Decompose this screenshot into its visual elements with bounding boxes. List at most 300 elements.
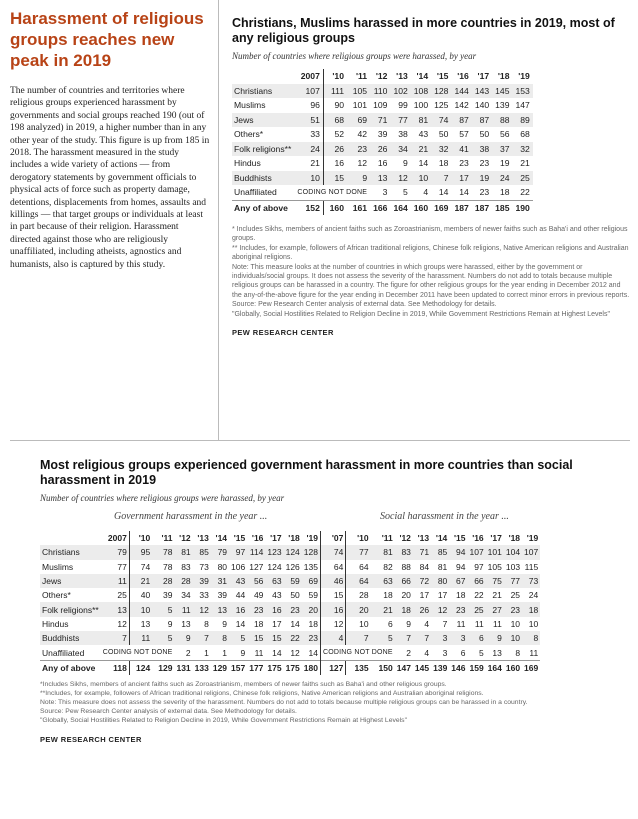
table2-soc-cell: 16	[320, 602, 345, 616]
table1-cell: 125	[434, 100, 449, 111]
table1-cell: 68	[323, 113, 347, 128]
table1-cell: 7	[431, 171, 451, 186]
table2-soc-cell: 66	[467, 574, 485, 588]
table2-gov-cell: 133	[193, 660, 211, 675]
table1-cell: 107	[294, 84, 323, 99]
table1-cell: 38	[398, 129, 408, 140]
table1-col-header: 2007	[300, 71, 320, 82]
table1-row-label: Folk religions**	[232, 142, 294, 157]
horizontal-divider	[10, 440, 630, 441]
table2-gov-cell: 56	[247, 574, 265, 588]
table2-soc-cell: 3	[442, 647, 448, 658]
table2-gov-cell: 13	[101, 602, 130, 616]
table2-soc-cell: 147	[395, 660, 413, 675]
table2-row-label: Jews	[40, 574, 101, 588]
table1-row	[232, 84, 533, 99]
table1-row-label: Hindus	[234, 158, 261, 169]
table2-panel	[40, 458, 630, 744]
table2-gov-cell: 23	[302, 631, 321, 645]
table2-soc-cell: 20	[346, 602, 371, 616]
table2-source-logo: PEW RESEARCH CENTER	[40, 734, 142, 744]
table1-cell: 57	[459, 129, 469, 140]
vertical-divider	[218, 0, 219, 440]
table1-cell: 90	[323, 98, 347, 113]
table1-cell: 21	[310, 158, 320, 169]
table1-cell: 152	[294, 200, 323, 215]
table2-gov-cell: 11	[101, 574, 130, 588]
table1-cell: 12	[357, 158, 368, 169]
table1-notes	[232, 225, 632, 319]
table1-row	[232, 200, 533, 215]
table2-row	[40, 617, 540, 631]
table2-soc-cell: 127	[320, 660, 345, 675]
table2-soc-cell: 7	[442, 618, 448, 629]
table1-cell: 3	[382, 187, 388, 198]
table2-soc-col-header: '17	[490, 533, 502, 544]
table2-gov-cell: 175	[284, 660, 302, 675]
table1-note-line: Note: This measure looks at the number of countries in which groups were harassed, either by the government or individuals/social groups. It does not assess the severity of the harassment. Numbers do not add to totals because multiple religious groups can be harassed in a country. The figure for other religious groups for the year ending in December 2012 and the any-of-the-above figure for the year ending in December 2011 have been updated to correct minor errors in previous reports.	[232, 263, 630, 299]
table1-col-header: '16	[457, 71, 469, 82]
table2-gov-cell: 5	[152, 631, 174, 645]
table2-gov-cell: 73	[199, 561, 209, 572]
table2-soc-cell: 8	[522, 631, 540, 645]
table2-notes	[40, 681, 630, 726]
table2-row-label: Others*	[42, 590, 71, 601]
table1-col-header: '14	[416, 71, 429, 82]
table1-cell: 24	[492, 171, 512, 186]
table2-soc-cell: 6	[467, 631, 485, 645]
table2-soc-cell: 9	[406, 618, 411, 629]
table2-row-label: Christians	[40, 545, 101, 559]
table2-gov-cell: 1	[204, 647, 209, 658]
table2-gov-cell: 59	[284, 574, 302, 588]
table1-row	[232, 185, 533, 200]
table2-soc-cell: 3	[431, 631, 449, 645]
table2-gov-cell: 14	[235, 618, 246, 629]
table2-gov-col-header: '11	[161, 533, 173, 544]
table2-soc-cell: 107	[522, 545, 540, 559]
table1-cell: 18	[499, 187, 510, 198]
table2-row-label: Any of above	[40, 660, 101, 675]
table2-gov-cell: 80	[217, 561, 228, 572]
table1-cell: 71	[370, 113, 390, 128]
table2-row	[40, 574, 540, 588]
table2-soc-cell: 18	[383, 590, 393, 601]
table2-soc-cell: 9	[486, 631, 504, 645]
table2-soc-cell: 101	[486, 545, 504, 559]
table1-cell: 37	[492, 142, 512, 157]
table2-soc-cell: 103	[505, 561, 521, 572]
table1-row	[232, 127, 533, 142]
table1-header-row	[232, 69, 533, 84]
table1-row	[232, 98, 533, 113]
table2-soc-cell: 8	[515, 647, 521, 658]
table2-soc-cell: 64	[346, 560, 371, 574]
table2-row-label: Buddhists	[40, 631, 101, 645]
table1-cell: 19	[472, 171, 492, 186]
table2-soc-cell: 15	[320, 588, 345, 602]
table2-gov-cell: 81	[174, 545, 192, 559]
table2-gov-cell: 22	[284, 631, 302, 645]
table2-soc-col-header: '19	[526, 533, 539, 544]
table2-soc-cell: 17	[419, 590, 430, 601]
table2-gov-cell: 9	[167, 618, 173, 629]
table1-cell: 169	[431, 200, 451, 215]
table2-gov-cell: 14	[308, 647, 318, 658]
table1-cell: 23	[459, 158, 469, 169]
table2-soc-col-header: '12	[399, 533, 411, 544]
table2-gov-cell: 43	[229, 574, 247, 588]
table2-gov-col-header: '10	[129, 531, 152, 545]
table2-soc-cell: 6	[388, 618, 393, 629]
table2-soc-cell: 72	[413, 574, 431, 588]
table1	[232, 69, 533, 215]
table2-soc-cell: 84	[419, 561, 430, 572]
table1-cell: 111	[323, 84, 347, 99]
table1-cell: 16	[377, 158, 388, 169]
table2-soc-cell: 6	[460, 647, 466, 658]
table1-cell: 109	[373, 100, 388, 111]
table1-cell: 26	[323, 142, 347, 157]
table1-cell: 147	[515, 100, 530, 111]
table1-cell: 56	[499, 129, 510, 140]
table2-gov-cell: 135	[303, 561, 318, 572]
table2-gov-cell: 12	[290, 647, 300, 658]
table2-soc-cell: 4	[424, 618, 430, 629]
table1-cell: 14	[438, 187, 449, 198]
table2-soc-cell: 7	[413, 631, 431, 645]
table2-soc-cell: 145	[413, 660, 431, 675]
table1-cell: 87	[472, 113, 492, 128]
table2-gov-cell: 78	[152, 545, 174, 559]
table2-gov-cell: 18	[253, 618, 264, 629]
table2-subtitle: Number of countries where religious groups were harassed, by year	[40, 493, 285, 503]
table1-cell: 52	[323, 127, 347, 142]
table2-soc-col-header: '15	[454, 533, 466, 544]
table2-gov-cell: 20	[302, 602, 321, 616]
table2-gov-cell: 131	[174, 660, 192, 675]
table2-gov-cell: 13	[211, 602, 229, 616]
table2	[40, 531, 540, 675]
table2-soc-cell: 12	[320, 617, 345, 631]
table2-soc-col-header: '18	[508, 533, 521, 544]
table1-cell: 38	[472, 142, 492, 157]
table1-cell: 32	[513, 142, 533, 157]
table2-soc-cell: 23	[504, 602, 522, 616]
table2-soc-cell: 73	[522, 574, 540, 588]
table2-soc-col-header: '07	[320, 531, 345, 545]
table2-row	[40, 560, 540, 574]
table2-gov-col-header: '17	[270, 533, 282, 544]
table2-gov-cell: 16	[229, 602, 247, 616]
table2-soc-cell: 12	[431, 602, 449, 616]
table2-soc-cell: 97	[474, 561, 484, 572]
table2-gov-cell: 157	[229, 660, 247, 675]
table1-row	[232, 113, 533, 128]
table1-cell: 69	[347, 113, 370, 128]
table1-cell: 26	[370, 142, 390, 157]
table2-gov-cell: 118	[101, 660, 130, 675]
table2-soc-cell: 22	[474, 590, 484, 601]
table1-cell: 99	[398, 100, 408, 111]
table2-soc-cell: 104	[504, 545, 522, 559]
table2-soc-cell: 105	[487, 561, 502, 572]
table2-gov-cell: 1	[222, 647, 228, 658]
table2-gov-cell: 9	[240, 647, 246, 658]
table1-cell: 187	[451, 200, 471, 215]
table1-col-header: '15	[436, 71, 449, 82]
table2-row	[40, 631, 540, 645]
table2-gov-cell: 77	[117, 561, 127, 572]
table2-soc-cell: 5	[478, 647, 484, 658]
table1-source-logo: PEW RESEARCH CENTER	[232, 328, 334, 338]
table2-gov-col-header: '12	[179, 533, 191, 544]
table1-cell: 68	[520, 129, 530, 140]
table2-soc-cell: 67	[449, 574, 467, 588]
table2-gov-cell: 7	[101, 631, 130, 645]
table1-cell: 144	[451, 84, 471, 99]
table2-gov-col-header: '18	[288, 533, 300, 544]
table2-soc-cell: 2	[406, 647, 411, 658]
table1-cell: 34	[390, 142, 410, 157]
table2-gov-cell: 126	[285, 561, 300, 572]
table2-row-label: Hindus	[42, 618, 69, 629]
table2-soc-cell: 24	[528, 590, 539, 601]
table1-cell: 14	[418, 158, 429, 169]
table2-row	[40, 588, 540, 602]
table1-cell: 12	[390, 171, 410, 186]
table1-cell: 77	[390, 113, 410, 128]
table2-soc-cell: 17	[437, 590, 448, 601]
table1-col-header: '12	[375, 71, 388, 82]
table2-gov-cell: 34	[181, 590, 191, 601]
table1-cell: 39	[377, 129, 388, 140]
table2-gov-cell: 16	[265, 602, 283, 616]
table2-gov-cell: 14	[290, 618, 300, 629]
table1-note-line: Source: Pew Research Center analysis of external data. See Methodology for details.	[232, 301, 497, 309]
table1-cell: 24	[294, 142, 323, 157]
table1-panel	[232, 16, 632, 337]
table1-cell: 9	[347, 171, 370, 186]
table1-cell: 88	[492, 113, 512, 128]
table1-cell: 18	[438, 158, 449, 169]
table2-gov-cell: 78	[163, 561, 173, 572]
table2-soc-cell: 63	[371, 574, 395, 588]
table1-cell: 5	[403, 187, 408, 198]
table2-gov-cell: 33	[199, 590, 209, 601]
table2-soc-cell: 94	[456, 561, 466, 572]
table1-cell: 81	[411, 113, 431, 128]
table2-gov-cell: 39	[193, 574, 211, 588]
table1-cell: 142	[454, 100, 469, 111]
table1-cell: 139	[495, 100, 510, 111]
table1-row-label: Jews	[232, 113, 294, 128]
table2-soc-cell: 81	[437, 561, 448, 572]
table2-gov-cell: 15	[247, 631, 265, 645]
table2-soc-cell: 7	[346, 631, 371, 645]
table2-gov-cell: 9	[222, 618, 228, 629]
table2-soc-cell: 10	[528, 618, 539, 629]
table2-gov-col-header: '15	[233, 533, 246, 544]
table2-gov-cell: 44	[235, 590, 246, 601]
sidebar-body: The number of countries and territories where religious groups experienced harassment by governments and social groups reached 190 (out of 198 analyzed) in 2019, a higher number than in any other year of the study. This figure is up from 185 in 2018. The harassment measured in the study includes a wide variety of actions — from derogatory statements by government officials to physical acts of force such as property damage, detentions, displacements from homes, assaults and killings — that target groups or individuals at least in part because of their religion. Harassment directed against those who are religiously unaffiliated, including atheists, agnostics and humanists, also is captured by this study.	[10, 86, 210, 270]
table1-note-line: * Includes Sikhs, members of ancient faiths such as Zoroastrianism, members of newer faiths such as Baha'i and other religious groups.	[232, 226, 628, 243]
table2-soc-cell: 11	[529, 647, 539, 658]
table2-group-headers	[40, 509, 630, 525]
table2-gov-cell: 11	[254, 647, 264, 658]
table2-gov-cell: 83	[181, 561, 191, 572]
table2-gov-cell: 124	[267, 561, 282, 572]
table1-note-line: "Globally, Social Hostilities Related to Religion Decline in 2019, While Government Restrictions Remain at Highest Levels"	[232, 310, 610, 318]
sidebar-title: Harassment of religious groups reaches new peak in 2019	[10, 9, 204, 70]
table1-cell: 23	[479, 158, 490, 169]
table1-col-header: '17	[477, 71, 490, 82]
table2-soc-cell: 23	[449, 602, 467, 616]
table2-row	[40, 602, 540, 616]
table1-row-label: Buddhists	[232, 171, 294, 186]
table1-cell: 14	[459, 187, 469, 198]
table2-note-line: Source: Pew Research Center analysis of external data. See Methodology for details.	[40, 707, 297, 715]
table1-col-header: '19	[518, 71, 530, 82]
table1-cell: 22	[520, 187, 530, 198]
table1-cell: 164	[390, 200, 410, 215]
table2-soc-cell: 169	[522, 660, 540, 675]
table2-gov-cell: 17	[272, 618, 282, 629]
table2-soc-cell: 5	[371, 631, 395, 645]
sidebar	[10, 8, 210, 271]
table2-gov-cell: 25	[117, 590, 127, 601]
table2-soc-cell: 4	[424, 647, 430, 658]
table1-cell: 43	[418, 129, 429, 140]
table1-col-header: '10	[323, 69, 347, 84]
table2-gov-cell: 97	[229, 545, 247, 559]
table1-cell: 140	[474, 100, 490, 111]
table1-cell: 166	[370, 200, 390, 215]
table2-soc-cell: 135	[346, 660, 371, 675]
table2-row-label: Folk religions**	[40, 602, 101, 616]
table2-gov-cell: 127	[249, 561, 264, 572]
table1-cell: 15	[323, 171, 347, 186]
table2-soc-col-header: '14	[435, 533, 448, 544]
table2-soc-cell: 159	[467, 660, 485, 675]
table1-row	[232, 142, 533, 157]
table2-soc-cell: 7	[395, 631, 413, 645]
table2-gov-cell: 39	[217, 590, 228, 601]
table2-soc-col-header: '10	[346, 531, 371, 545]
table2-gov-cell: 13	[181, 618, 191, 629]
table2-gov-col-header: '13	[197, 533, 209, 544]
table1-cell: 185	[492, 200, 512, 215]
table2-gov-cell: 31	[211, 574, 229, 588]
table1-col-header: '13	[396, 71, 408, 82]
table2-soc-cell: 71	[413, 545, 431, 559]
table2-gov-cell: 5	[152, 602, 174, 616]
table2-soc-cell: 164	[486, 660, 504, 675]
table1-row	[232, 156, 533, 171]
table2-note-line: Note: This measure does not assess the severity of the harassment. Numbers do not add to totals because multiple religious groups can be harassed in a country.	[40, 698, 528, 706]
table2-gov-cell: 11	[129, 631, 152, 645]
table2-soc-cell: 4	[320, 631, 345, 645]
table1-row-label: Christians	[232, 84, 294, 99]
table2-gov-cell: 8	[211, 631, 229, 645]
table2-soc-cell: 64	[320, 560, 345, 574]
table1-cell: 187	[472, 200, 492, 215]
table2-gov-cell: 85	[193, 545, 211, 559]
table2-gov-cell: 128	[302, 545, 321, 559]
table1-not-done: CODING NOT DONE	[297, 188, 368, 196]
table1-corner	[232, 69, 294, 84]
table2-gov-cell: 177	[247, 660, 265, 675]
table2-gov-cell: 28	[152, 574, 174, 588]
table1-cell: 51	[294, 113, 323, 128]
table2-gov-cell: 74	[129, 560, 152, 574]
table2-soc-cell: 3	[449, 631, 467, 645]
table2-soc-cell: 82	[383, 561, 393, 572]
table1-col-header: '18	[497, 71, 510, 82]
table1-cell: 16	[323, 156, 347, 171]
table2-gov-cell: 129	[211, 660, 229, 675]
table1-cell: 23	[479, 187, 490, 198]
table2-soc-cell: 21	[371, 602, 395, 616]
table2-row	[40, 545, 540, 559]
table2-soc-cell: 107	[467, 545, 485, 559]
table2-soc-cell: 74	[320, 545, 345, 559]
table1-row-label: Unaffiliated	[234, 187, 277, 198]
table2-gov-cell: 59	[308, 590, 318, 601]
table2-gov-cell: 43	[272, 590, 282, 601]
table2-gov-cell: 124	[284, 545, 302, 559]
table2-gov-cell: 12	[193, 602, 211, 616]
table2-soc-cell: 81	[371, 545, 395, 559]
table2-gov-cell: 15	[265, 631, 283, 645]
table2-soc-cell: 66	[395, 574, 413, 588]
table1-row	[232, 171, 533, 186]
table2-gov-cell: 14	[272, 647, 282, 658]
table1-cell: 21	[520, 158, 530, 169]
table2-soc-cell: 20	[401, 590, 411, 601]
table1-cell: 128	[431, 84, 451, 99]
table2-gov-cell: 124	[129, 660, 152, 675]
table2-soc-cell: 75	[486, 574, 504, 588]
table2-soc-col-header: '16	[472, 533, 484, 544]
table2-gov-col-header: '16	[251, 533, 264, 544]
table2-gov-cell: 95	[129, 545, 152, 559]
table2-gov-cell: 5	[229, 631, 247, 645]
table1-cell: 153	[513, 84, 533, 99]
table2-gov-cell: 106	[231, 561, 246, 572]
table2-gov-cell: 40	[129, 588, 152, 602]
table1-cell: 50	[479, 129, 490, 140]
table2-note-line: "Globally, Social Hostilities Related to Religion Decline in 2019, While Government Restrictions Remain at Highest Levels"	[40, 716, 407, 724]
table1-cell: 108	[411, 84, 431, 99]
table2-note-line: **Includes, for example, followers of African traditional religions, Chinese folk religions, Native American religions and Australian aboriginal religions.	[40, 689, 484, 697]
table2-soc-cell: 85	[431, 545, 449, 559]
table2-gov-not-done: CODING NOT DONE	[102, 649, 173, 657]
table2-gov-cell: 129	[152, 660, 174, 675]
group-header-government: Government harassment in the year ...	[114, 511, 268, 522]
table2-gov-cell: 10	[129, 602, 152, 616]
table2-note-line: *Includes Sikhs, members of ancient faiths such as Zoroastrianism, members of newer faiths such as Baha'i and other religious groups.	[40, 680, 447, 688]
table2-soc-cell: 13	[492, 647, 502, 658]
table1-title: Christians, Muslims harassed in more countries in 2019, most of any religious groups	[232, 16, 615, 45]
table1-cell: 4	[423, 187, 429, 198]
table2-soc-col-header: '11	[381, 533, 393, 544]
table1-cell: 87	[451, 113, 471, 128]
table2-soc-col-header: '13	[417, 533, 430, 544]
table1-subtitle: Number of countries where religious groups were harassed, by year	[232, 51, 477, 61]
table2-soc-cell: 80	[431, 574, 449, 588]
table1-cell: 13	[370, 171, 390, 186]
